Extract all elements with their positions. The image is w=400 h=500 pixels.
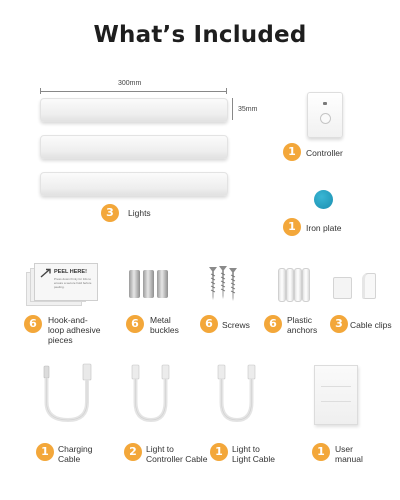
peel-arrow-icon [40, 268, 52, 279]
lights-qty-badge: 3 [101, 204, 119, 222]
light-bar-2 [40, 135, 228, 159]
light-controller-cable-label-1: Light to [146, 444, 174, 454]
user-manual-label-2: manual [335, 454, 363, 464]
screws-label: Screws [222, 320, 250, 330]
controller-button [320, 113, 331, 124]
metal-buckles-label-2: buckles [150, 325, 179, 335]
page-title: What’s Included [93, 22, 307, 48]
hook-loop-label-1: Hook-and- [48, 315, 88, 325]
metal-buckle-2 [143, 270, 154, 298]
screw-3 [229, 268, 237, 301]
plastic-anchor-4 [302, 268, 310, 302]
metal-buckle-1 [129, 270, 140, 298]
length-line [40, 91, 226, 92]
hook-loop-qty-badge: 6 [24, 315, 42, 333]
height-label: 35mm [238, 106, 258, 113]
user-manual-label-1: User [335, 444, 353, 454]
screw-2 [219, 266, 227, 299]
iron-plate-image [314, 190, 333, 209]
cable-clip-side [362, 273, 376, 299]
plastic-anchor-2 [286, 268, 294, 302]
lights-label: Lights [128, 208, 151, 218]
light-bar-3 [40, 172, 228, 196]
sheet-text: Press down firmly for 10s to ensure a secure hold before peeling. [54, 277, 92, 289]
screws-image [206, 264, 240, 304]
length-tick-left [40, 88, 41, 94]
length-tick-right [226, 88, 227, 94]
light-light-cable-image [210, 362, 270, 426]
sheet-heading: PEEL HERE! [54, 269, 87, 275]
iron-plate-label: Iron plate [306, 223, 342, 233]
metal-buckle-3 [157, 270, 168, 298]
user-manual-image [314, 365, 358, 425]
cable-clip-front [333, 277, 352, 299]
controller-label: Controller [306, 148, 343, 158]
light-bar-1 [40, 98, 228, 122]
plastic-anchor-1 [278, 268, 286, 302]
plastic-anchor-3 [294, 268, 302, 302]
user-manual-qty-badge: 1 [312, 443, 330, 461]
hook-loop-label-2: loop adhesive [48, 325, 101, 335]
metal-buckles-label-1: Metal [150, 315, 171, 325]
plastic-anchors-label-2: anchors [287, 325, 318, 335]
cable-clips-qty-badge: 3 [330, 315, 348, 333]
charging-cable-qty-badge: 1 [36, 443, 54, 461]
metal-buckles-qty-badge: 6 [126, 315, 144, 333]
hook-loop-sheet-front [34, 263, 98, 301]
plastic-anchors-label-1: Plastic [287, 315, 313, 325]
light-light-cable-label-1: Light to [232, 444, 260, 454]
light-light-cable-label-2: Light Cable [232, 454, 276, 464]
hook-loop-label-3: pieces [48, 335, 73, 345]
charging-cable-label-2: Cable [58, 454, 81, 464]
charging-cable-label-1: Charging [58, 444, 93, 454]
light-controller-cable-label-2: Controller Cable [146, 454, 208, 464]
controller-led [323, 102, 327, 105]
length-label: 300mm [118, 80, 142, 87]
light-light-cable-qty-badge: 1 [210, 443, 228, 461]
charging-cable-image [36, 362, 106, 426]
cable-clips-label: Cable clips [350, 320, 392, 330]
iron-plate-qty-badge: 1 [283, 218, 301, 236]
manual-lines [321, 386, 351, 402]
light-controller-cable-qty-badge: 2 [124, 443, 142, 461]
light-controller-cable-image [124, 362, 184, 426]
screw-1 [209, 267, 217, 300]
controller-image [307, 92, 343, 138]
controller-qty-badge: 1 [283, 143, 301, 161]
plastic-anchors-qty-badge: 6 [264, 315, 282, 333]
screws-qty-badge: 6 [200, 315, 218, 333]
height-line [232, 98, 233, 120]
